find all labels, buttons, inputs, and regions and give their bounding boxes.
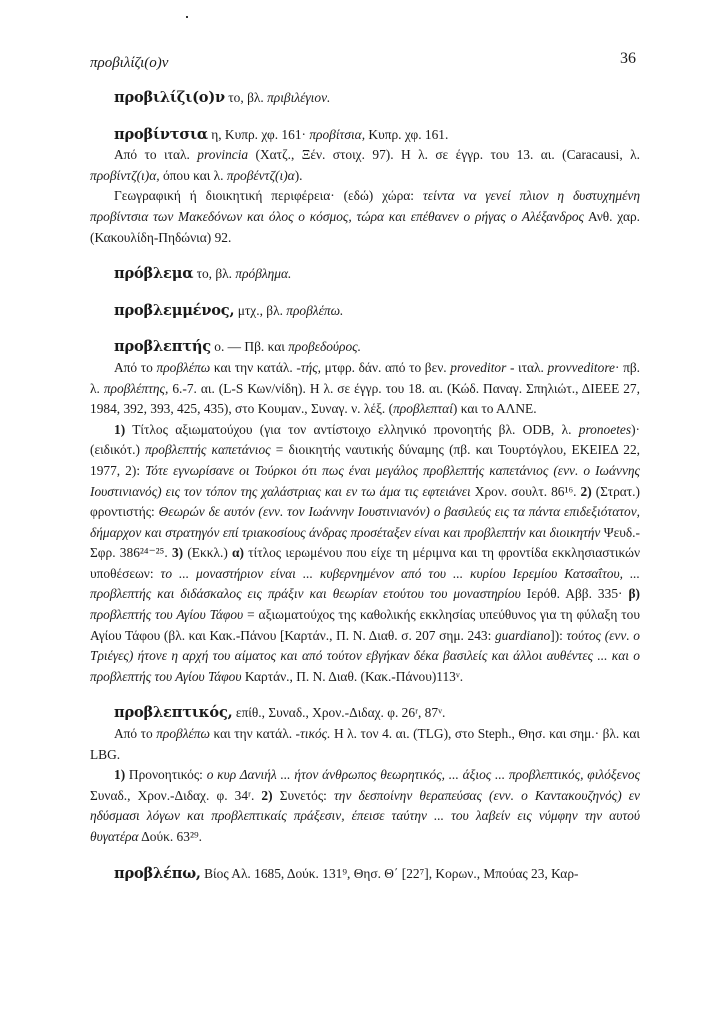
italic-text: pronoetes — [578, 421, 632, 437]
text-run: Βίος Αλ. 1685, Δούκ. 131⁹, Θησ. Θ΄ [22⁷], Κορων., Μπούας 23, Καρ- — [200, 865, 579, 881]
entry-paragraph — [90, 186, 640, 248]
text-run: ]): — [550, 627, 567, 643]
entry-headword: προβλεπτικός, — [114, 704, 233, 722]
text-run: · πβ. λ. — [90, 359, 640, 396]
entry-paragraph — [90, 765, 640, 847]
text-run: ). — [294, 167, 303, 183]
entry-paragraph — [90, 264, 640, 285]
text-run: Από το — [114, 359, 157, 375]
italic-text: προβεδούρος. — [288, 339, 361, 355]
text-run: επίθ., Συναδ., Χρον.-Διδαχ. φ. 26ʳ, 87ᵛ. — [232, 705, 446, 721]
italic-text: προβλέπτης, — [103, 380, 169, 396]
text-run: ο. — Πβ. και — [210, 339, 289, 355]
text-run: 2) — [261, 787, 273, 803]
text-run: μτφρ. δάν. από το βεν. — [321, 359, 451, 375]
text-run: το, βλ. — [193, 266, 236, 282]
italic-text: guardiano — [494, 627, 551, 643]
text-run: ) και το ΑΛΝΕ. — [452, 401, 537, 417]
stray-mark — [186, 16, 188, 18]
entry-paragraph — [90, 125, 640, 146]
italic-text: την δεσποίνην θεραπεύσας (ενν. ο Καντακουζηνός) εν ηδύσμασι λόγων και προβλεπτικαίς πράξεσιν, έπεισε ταύτην ... του λαβείν εις νύμφην την αυτού θυγατέρα — [90, 787, 640, 844]
dictionary-entry — [90, 337, 640, 687]
italic-text: provveditore — [547, 359, 615, 375]
text-run: Από το ιταλ. — [114, 147, 198, 163]
entry-paragraph — [90, 358, 640, 420]
italic-text: το ... μοναστήριον είναι ... κυβερνημένον από του ... κυρίου Ιερεμίου Κατσαΐτου, ... προβλεπτής και διδάσκαλος εις πράξιν και θεωρίαν ετούτου του μοναστηρίου — [90, 565, 640, 602]
text-run: (Στρατ.) φροντιστής: — [90, 483, 640, 520]
entry-headword: προβίντσια — [114, 125, 208, 143]
text-run: Γεωγραφική ή διοικητική περιφέρεια· (εδώ) χώρα: — [114, 188, 423, 204]
text-run: (Χατζ., Ξέν. στοιχ. 97). Η λ. σε έγγρ. του 13. αι. (Caracausi, λ. — [248, 147, 640, 163]
text-run: Τίτλος αξιωματούχου (για τον αντίστοιχο ελληνικό προνοητής βλ. ODB, λ. — [125, 421, 579, 437]
entry-paragraph — [90, 703, 640, 724]
italic-text: προβίντζ(ι)α, — [90, 167, 160, 183]
text-run: Συνετός: — [272, 787, 335, 803]
page-number: 36 — [620, 50, 636, 67]
text-run: 6.-7. αι. (L-S Κων/νίδη). Η λ. σε έγγρ. του 18. αι. (Κώδ. Παναγ. Σπηλιώτ., ΔΙΕΕΕ 27, 1984, 392, 393, 425, 435), στο Κουμαν., Συναγ. ν. λέξ. ( — [90, 380, 640, 417]
italic-text: προβίτσια, — [309, 126, 366, 142]
italic-text: προβλέπω — [156, 726, 210, 742]
text-run: Δούκ. 63²⁹. — [138, 829, 202, 844]
dictionary-entries — [90, 88, 640, 900]
entry-paragraph — [90, 724, 640, 765]
dictionary-entry — [90, 301, 640, 322]
entry-paragraph — [90, 864, 640, 885]
entry-paragraph — [90, 88, 640, 109]
italic-text: Θεωρών δε αυτόν (ενν. τον Ιωάννην Ιουστινιανόν) ο βασιλεύς εις τα πάντα επιδεξιότατον, δήμαρχον και στρατηγόν επί τριακοσίους άνδρας προσέταξεν είναι και προβλεπτήν και διοικητήν — [90, 504, 640, 540]
text-run: Ανθ. χαρ. (Κακουλίδη-Πηδώνια) 92. — [90, 208, 640, 245]
dictionary-entry — [90, 703, 640, 847]
text-run: και την κατάλ. — [210, 359, 297, 375]
text-run: μτχ., βλ. — [234, 302, 287, 318]
italic-text: προβέντζ(ι)α — [226, 167, 295, 183]
text-run: το, βλ. — [224, 90, 268, 105]
text-run: Ψευδ.-Σφρ. 386²⁴⁻²⁵. — [90, 524, 640, 561]
italic-text: ο κυρ Δανιήλ ... ήτον άνθρωπος θεωρητικός, ... άξιος ... προβλεπτικός, φιλόξενος — [206, 767, 641, 783]
italic-text: proveditor — [450, 359, 507, 375]
text-run: 2) — [580, 483, 592, 499]
text-run: )· (ειδικότ.) — [90, 421, 640, 458]
italic-text: πριβιλέγιον. — [267, 90, 331, 105]
text-run: η, Κυπρ. χφ. 161· — [207, 126, 310, 142]
entry-headword: προβλεμμένος, — [114, 301, 235, 319]
entry-paragraph — [90, 420, 640, 688]
entry-paragraph — [90, 301, 640, 322]
text-run: = αξιωματούχος της καθολικής εκκλησίας υπεύθυνος για τη φύλαξη του Αγίου Τάφου (βλ. και Κακ.-Πάνου [Καρτάν., Π. Ν. Διαθ. σ. 207 σημ. 243: — [90, 607, 640, 643]
text-run: Συναδ., Χρον.-Διδαχ. φ. 34ʳ. — [90, 787, 262, 803]
text-run: Η λ. τον 4. αι. (TLG), στο Steph., Θησ. και σημ.· βλ. και LBG. — [90, 726, 640, 762]
italic-text: provincia — [197, 147, 249, 163]
text-run: α) — [232, 545, 244, 561]
text-run: 1) — [114, 421, 126, 437]
dictionary-entry — [90, 125, 640, 249]
entry-headword: προβλεπτής — [114, 338, 211, 356]
italic-text: τείντα να γενεί πλιον η δυστυχημένη προβίντσια των Μακεδόνων και όλος ο κόσμος, τώρα και επέθανεν ο ρήγας ο Αλέξανδρος — [90, 188, 640, 224]
text-run: = διοικητής ναυτικής δύναμης (πβ. και Τουρτόγλου, ΕΚΕΙΕΔ 22, 1977, 2): — [90, 442, 640, 478]
text-run: Καρτάν., Π. Ν. Διαθ. (Κακ.-Πάνου)113ᵛ. — [241, 668, 464, 684]
text-run: Κυπρ. χφ. 161. — [365, 126, 449, 142]
italic-text: προβλέπω. — [286, 302, 344, 318]
text-run: όπου και λ. — [159, 167, 227, 183]
entry-headword: προβιλίζι(ο)ν — [114, 89, 225, 106]
text-run: 3) — [171, 545, 184, 561]
entry-headword: προβλέπω, — [114, 864, 201, 882]
italic-text: προβλέπω — [156, 359, 211, 375]
dictionary-entry — [90, 264, 640, 285]
text-run: Ιερόθ. Αββ. 335· — [520, 586, 629, 602]
text-run: Προνοητικός: — [125, 767, 207, 783]
entry-headword: πρόβλεμα — [114, 265, 194, 283]
text-run: και την κατάλ. — [209, 726, 296, 742]
text-run: Χρον. σουλτ. 86¹⁶. — [470, 483, 581, 499]
text-run: 1) — [114, 767, 126, 783]
entry-paragraph — [90, 145, 640, 186]
italic-text: προβλεπτής καπετάνιος — [145, 442, 271, 458]
italic-text: -τικός. — [295, 726, 331, 742]
text-run: (Εκκλ.) — [183, 545, 233, 561]
dictionary-entry — [90, 88, 640, 109]
italic-text: προβλεπταί — [393, 401, 453, 417]
running-head: προβιλίζι(ο)ν — [90, 55, 169, 71]
italic-text: προβλεπτής του Αγίου Τάφου — [90, 607, 244, 623]
text-run: τίτλος ιερωμένου που είχε τη μέριμνα και τη φροντίδα εκκλησιαστικών υποθέσεων: — [90, 545, 641, 581]
text-run: Από το — [114, 726, 157, 742]
italic-text: πρόβλημα. — [235, 266, 292, 282]
italic-text: -τής, — [296, 359, 322, 375]
dictionary-entry — [90, 864, 640, 885]
entry-paragraph — [90, 337, 640, 358]
italic-text: Τότε εγνωρίσανε οι Τούρκοι ότι πως έναι μεγάλος προβλεπτής καπετάνιος (ενν. ο Ιωάννης Ιουστινιανός) εις τον τόπον της χαλάστριας και εν τω άμα τις εφτειάνει — [90, 462, 640, 499]
text-run: β) — [628, 586, 640, 602]
text-run: - ιταλ. — [506, 359, 548, 375]
italic-text: τούτος (ενν. ο Τριέγες) ήτονε η αρχή του αίματος και από τούτον εβγήκαν δέκα βασιλείς και άλλοι αυθέντες ... και ο προβλεπτής του Αγίου Τάφου — [90, 627, 640, 684]
